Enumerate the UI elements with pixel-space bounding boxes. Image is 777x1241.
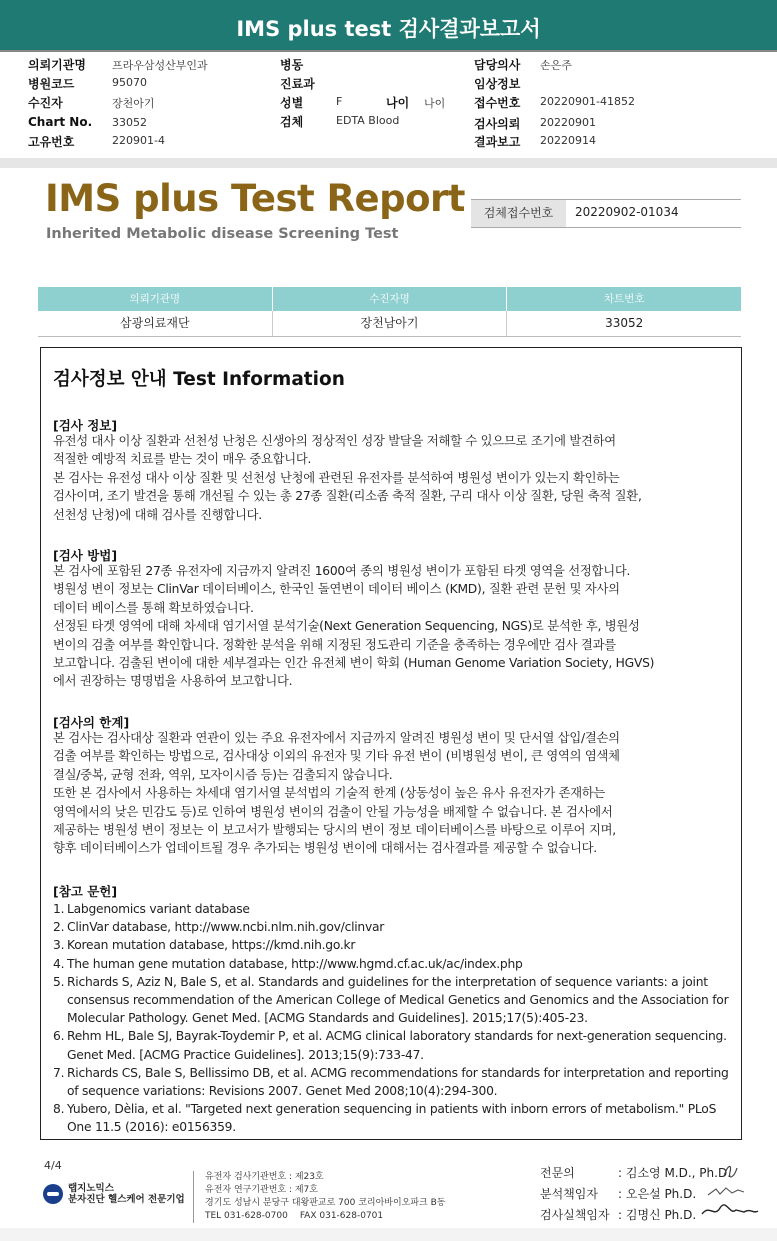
footer-divider — [193, 1171, 194, 1223]
list-item — [53, 1100, 733, 1136]
meta-value-unique-no: 220901-4 — [112, 134, 165, 147]
lab-address: 경기도 성남시 분당구 대왕판교로 700 코리아바이오파크 B동 — [205, 1198, 446, 1208]
meta-label-unique-no: 고유번호 — [28, 135, 75, 149]
header-divider — [0, 50, 777, 52]
report-title: IMS plus Test Report — [45, 177, 465, 220]
lab-registration-info — [205, 1171, 445, 1223]
lab-fax: FAX 031-628-0701 — [299, 1211, 384, 1221]
table-header-cell: 수진자명 — [272, 287, 507, 311]
meta-label-hospital-code: 병원코드 — [28, 77, 75, 91]
table-header-cell: 차트번호 — [506, 287, 741, 311]
section-heading-references: [참고 문헌] — [53, 884, 118, 899]
meta-label-department: 진료과 — [280, 77, 315, 91]
signatory-role: 분석책임자 — [540, 1187, 598, 1201]
meta-value-patient: 장천아기 — [112, 97, 155, 110]
reference-number: 5. — [53, 974, 65, 989]
registration-line-1: 유전자 검사기관번호 : 제23호 — [205, 1172, 324, 1182]
reference-number: 1. — [53, 902, 65, 916]
test-information-title: 검사정보 안내 Test Information — [53, 369, 345, 390]
signatory-role: 검사실책임자 — [540, 1208, 610, 1222]
reference-number: 3. — [53, 938, 65, 953]
signatory-row — [540, 1163, 731, 1184]
receipt-value: 20220902-01034 — [575, 205, 679, 219]
receipt-label: 검체접수번호 — [471, 200, 566, 227]
registration-line-2: 유전자 연구기관번호 : 제7호 — [205, 1185, 318, 1195]
table-cell: 장천남아기 — [272, 311, 507, 336]
signature-icon — [720, 1160, 740, 1182]
meta-value-sex: F — [336, 95, 343, 108]
meta-value-specimen: EDTA Blood — [336, 114, 400, 127]
meta-separator — [0, 158, 777, 168]
section-text-test-limits: 본 검사는 검사대상 질환과 연관이 있는 주요 유전자에서 지금까지 알려진 병원성 변이 및 단서열 삽입/결손의 검출 여부를 확인하는 방법으로, 검사대상 이외의 유전자 및 기타 유전 변이 (비병원성 변이, 큰 영역의 염색체 결실/중복, 균형 전좌, 역위, 모자이시즘 등)는 검출되지 않습니다. 또한 본 검사에서 사용하는 차세대 염기서열 분석법의 기술적 한계 (상동성이 높은 유사 유전자가 존재하는 영역에서의 낮은 민감도 등)로 인하여 병원성 변이의 검출이 안될 가능성을 배제할 수 없습니다. 본 검사에서 제공하는 병원성 변이 정보는 이 보고서가 발행되는 당시의 변이 정보 데이터베이스를 바탕으로 이루어 지며, 향후 데이터베이스가 업데이트될 경우 추가되는 병원성 변이에 대해서는 검사결과를 제공할 수 없습니다. — [53, 731, 620, 856]
meta-label-patient: 수진자 — [28, 96, 63, 110]
reference-text: ClinVar database, http://www.ncbi.nlm.nih.gov/clinvar — [67, 920, 385, 935]
list-item — [53, 900, 733, 918]
table-header-row — [38, 287, 741, 311]
list-item — [53, 973, 733, 1028]
reference-text: The human gene mutation database, http://www.hgmd.cf.ac.uk/ac/index.php — [67, 956, 523, 971]
reference-text: Labgenomics variant database — [67, 902, 250, 916]
reference-list — [53, 900, 733, 1137]
meta-value-doctor: 손은주 — [540, 59, 572, 72]
section-heading-test-info: [검사 정보] — [53, 418, 118, 433]
signature-icon — [700, 1202, 760, 1220]
reference-number: 2. — [53, 920, 65, 935]
meta-label-institution: 의뢰기관명 — [28, 58, 86, 72]
meta-label-request-date: 검사의뢰 — [474, 117, 521, 131]
table-cell: 삼광의료재단 — [120, 316, 190, 330]
list-item — [53, 936, 733, 954]
lab-phone-fax — [205, 1210, 445, 1223]
meta-value-hospital-code: 95070 — [112, 76, 147, 89]
company-name: 랩지노믹스 — [68, 1183, 114, 1194]
meta-value-report-date: 20220914 — [540, 134, 596, 147]
section-text-test-info: 유전성 대사 이상 질환과 선천성 난청은 신생아의 정상적인 성장 발달을 저해할 수 있으므로 조기에 발견하여 적절한 예방적 치료를 받는 것이 매우 중요합니다. 본 검사는 유전성 대사 이상 질환 및 선천성 난청에 관련된 유전자를 분석하여 병원성 변이가 있는지 확인하는 검사이며, 조기 발견을 통해 개선될 수 있는 총 27종 질환(리소좀 축적 질환, 구리 대사 이상 질환, 당원 축적 질환, 선천성 난청)에 대해 검사를 진행합니다. — [53, 434, 642, 522]
meta-label-receipt-no: 접수번호 — [474, 96, 521, 110]
report-subtitle: Inherited Metabolic disease Screening Test — [46, 226, 399, 242]
table-header-cell: 의뢰기관명 — [129, 293, 181, 305]
table-row — [38, 311, 741, 337]
meta-value-institution: 프라우삼성산부인과 — [112, 59, 208, 72]
table-cell: 33052 — [506, 311, 741, 336]
lab-tel: TEL 031-628-0700 — [205, 1211, 288, 1221]
meta-label-sex: 성별 — [280, 96, 304, 110]
report-header-title: IMS plus test 검사결과보고서 — [236, 17, 541, 41]
reference-text: Richards CS, Bale S, Bellissimo DB, et al. ACMG recommendations for standards for interpretation and reporting of sequence variations: Revisions 2007. Genet Med 2008;10(4):294-300. — [67, 1065, 729, 1099]
reference-text: Rehm HL, Bale SJ, Bayrak-Toydemir P, et al. ACMG clinical laboratory standards for next-generation sequencing. Genet Med. [ACMG Practice Guidelines]. 2013;15(9):733-47. — [67, 1029, 727, 1062]
meta-value-receipt-no: 20220901-41852 — [540, 95, 635, 108]
meta-label-clinical-info: 임상정보 — [474, 77, 521, 91]
signatory-name: : 김소영 M.D., Ph.D. — [618, 1166, 732, 1180]
page-number: 4/4 — [44, 1159, 62, 1172]
meta-label-report-date: 결과보고 — [474, 135, 521, 149]
signatory-name: : 김명신 Ph.D. — [618, 1208, 697, 1222]
section-text-test-method: 본 검사에 포함된 27종 유전자에 지금까지 알려진 1600여 종의 병원성 변이가 포함된 타겟 영역을 선정합니다. 병원성 변이 정보는 ClinVar 데이터베이스, 한국인 돌연변이 데이터 베이스 (KMD), 질환 관련 문헌 및 자사의 데이터 베이스를 통해 확보하였습니다. 선정된 타겟 영역에 대해 차세대 염기서열 분석기술(Next Generation Sequencing, NGS)로 분석한 후, 병원성 변이의 검출 여부를 확인합니다. 정확한 분석을 위해 지정된 정도관리 기준을 충족하는 경우에만 검사 결과를 보고합니다. 검출된 변이에 대한 세부결과는 인간 유전체 변이 학회 (Human Genome Variation Society, HGVS) 에서 권장하는 명명법을 사용하여 보고합니다. — [53, 564, 655, 689]
meta-value-age: 나이 — [424, 97, 446, 110]
reference-number: 6. — [53, 1029, 65, 1044]
meta-value-chart-no: 33052 — [112, 116, 147, 129]
reference-number: 8. — [53, 1102, 65, 1117]
report-header-bar — [0, 0, 777, 50]
list-item — [53, 1027, 733, 1063]
list-item — [53, 918, 733, 936]
reference-number: 7. — [53, 1065, 65, 1080]
meta-label-ward: 병동 — [280, 58, 304, 72]
meta-label-age: 나이 — [386, 96, 410, 110]
signatory-name: : 오은설 Ph.D. — [618, 1187, 697, 1201]
specimen-receipt-box — [471, 199, 741, 228]
meta-label-specimen: 검체 — [280, 115, 304, 129]
company-logo-icon — [43, 1184, 63, 1204]
list-item — [53, 1064, 733, 1100]
patient-meta-block — [0, 54, 777, 154]
meta-value-request-date: 20220901 — [540, 116, 596, 129]
section-heading-test-limits: [검사의 한계] — [53, 715, 130, 730]
patient-table — [38, 287, 741, 337]
meta-label-doctor: 담당의사 — [474, 58, 521, 72]
reference-text: Korean mutation database, https://kmd.nih.go.kr — [67, 938, 356, 953]
signature-icon — [706, 1185, 746, 1199]
company-tagline: 분자진단 헬스케어 전문기업 — [68, 1194, 185, 1205]
signatory-role: 전문의 — [540, 1166, 575, 1180]
page-bottom-band — [0, 1228, 777, 1241]
reference-number: 4. — [53, 956, 65, 971]
company-logo-text — [68, 1183, 185, 1205]
reference-text: Yubero, Dèlia, et al. "Targeted next generation sequencing in patients with inborn errors of metabolism." PLoS One 11.5 (2016): e0156359. — [67, 1102, 717, 1135]
meta-label-chart-no: Chart No. — [28, 115, 93, 129]
section-heading-test-method: [검사 방법] — [53, 548, 118, 563]
reference-text: Richards S, Aziz N, Bale S, et al. Standards and guidelines for the interpretation of sequence variants: a joint consensus recommendation of the American College of Medical Genetics and Genomics and the Association for Molecular Pathology. Genet Med. [ACMG Standards and Guidelines]. 2015;17(5):405-23. — [67, 974, 729, 1026]
list-item — [53, 955, 733, 973]
